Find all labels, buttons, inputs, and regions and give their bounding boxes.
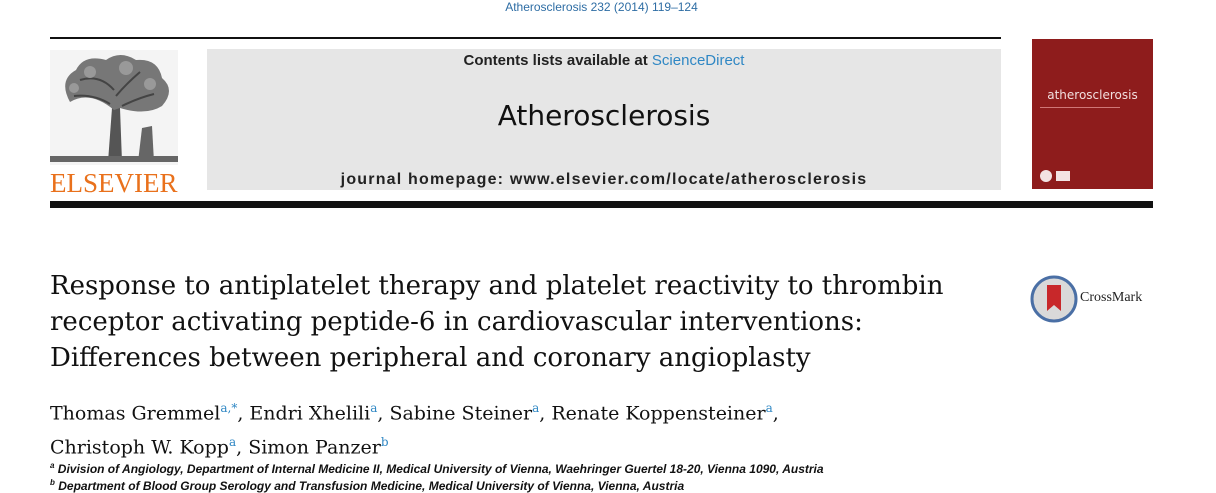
sciencedirect-link[interactable]: ScienceDirect [651, 52, 745, 69]
title-line: Response to antiplatelet therapy and platelet reactivity to thrombin [50, 271, 944, 301]
affiliation-a [50, 461, 1150, 476]
cover-title: atherosclerosis [1047, 88, 1138, 102]
author-separator: , [772, 402, 779, 425]
author-affiliation-marker[interactable]: a [370, 401, 378, 415]
elsevier-logo[interactable] [50, 50, 178, 198]
author-line [50, 394, 950, 428]
author-affiliation-marker[interactable]: a,* [220, 401, 238, 415]
journal-citation[interactable]: Atherosclerosis 232 (2014) 119–124 [505, 0, 698, 14]
author-name[interactable]: Simon Panzer [248, 436, 381, 459]
author-affiliation-marker[interactable]: a [765, 401, 773, 415]
masthead-rule [50, 201, 1153, 208]
affiliation-key: b [50, 478, 55, 487]
journal-name: Atherosclerosis [497, 99, 711, 132]
elsevier-wordmark: ELSEVIER [50, 168, 178, 198]
author-affiliation-marker[interactable]: a [532, 401, 540, 415]
crossmark-label: CrossMark [1080, 290, 1143, 305]
author-name[interactable]: Thomas Gremmel [50, 402, 221, 425]
author-name[interactable]: Endri Xhelili [249, 402, 371, 425]
author-separator: , [539, 402, 552, 425]
author-name[interactable]: Renate Koppensteiner [551, 402, 766, 425]
affiliation-key: a [50, 461, 55, 470]
journal-homepage-link[interactable]: journal homepage: www.elsevier.com/locate/atherosclerosis [340, 171, 868, 188]
author-list [50, 394, 950, 463]
title-line: Differences between peripheral and coronary angioplasty [50, 343, 811, 373]
contents-prefix: Contents lists available at [463, 52, 648, 69]
elsevier-tree-icon [50, 50, 178, 165]
article-title [50, 268, 1010, 376]
author-separator: , [237, 402, 250, 425]
author-separator: , [236, 436, 249, 459]
author-affiliation-marker[interactable]: b [380, 435, 389, 450]
cover-divider [1040, 107, 1120, 108]
author-name[interactable]: Christoph W. Kopp [50, 436, 229, 459]
affiliation-text: Department of Blood Group Serology and Transfusion Medicine, Medical University of Vienna, Vienna, Austria [58, 479, 685, 493]
journal-banner [207, 49, 1001, 190]
author-affiliation-marker[interactable]: a [228, 435, 237, 450]
header-rule [50, 37, 1001, 39]
crossmark-icon [1030, 275, 1078, 323]
author-separator: , [377, 402, 390, 425]
cover-publisher-icon [1056, 171, 1070, 181]
journal-cover-thumbnail[interactable] [1032, 39, 1153, 189]
affiliation-b [50, 478, 1150, 493]
author-name[interactable]: Sabine Steiner [389, 402, 533, 425]
crossmark-button[interactable] [1030, 275, 1155, 325]
author-line [50, 428, 950, 462]
contents-line [207, 52, 1001, 69]
title-line: receptor activating peptide-6 in cardiovascular interventions: [50, 307, 863, 337]
cover-society-icon [1040, 170, 1052, 182]
affiliation-text: Division of Angiology, Department of Internal Medicine II, Medical University of Vienna, Waehringer Guertel 18-20, Vienna 1090, Austria [57, 462, 824, 476]
